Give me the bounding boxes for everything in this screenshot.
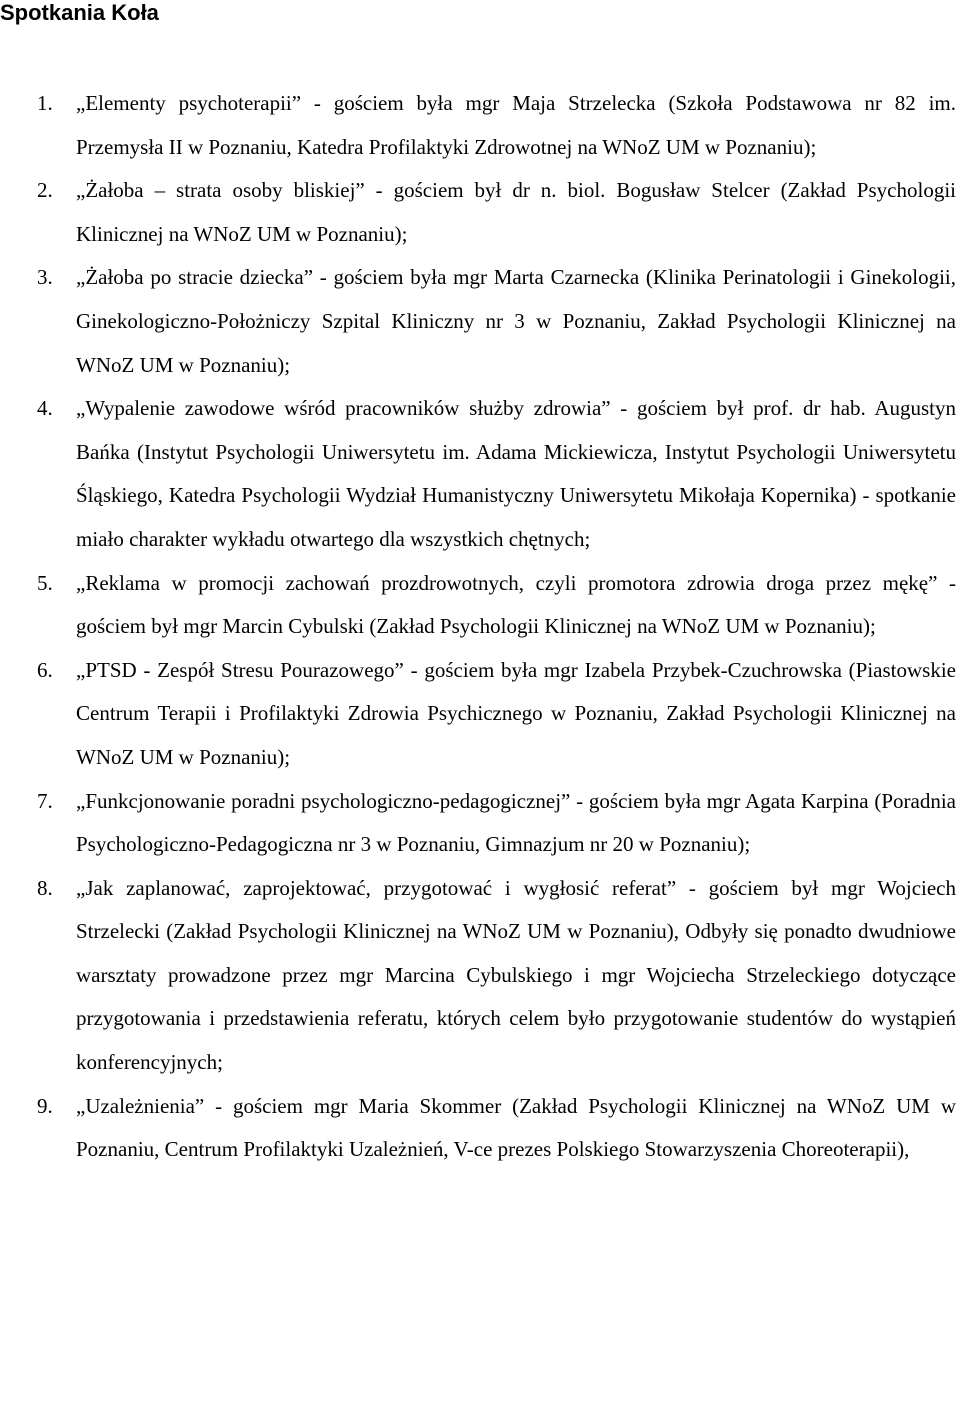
meetings-list <box>0 82 956 1172</box>
list-item-number: 3. <box>37 265 53 290</box>
list-item-text: „Jak zaplanować, zaprojektować, przygotować i wygłosić referat” - gościem był mgr Wojciech Strzelecki (Zakład Psychologii Klinicznej na WNoZ UM w Poznaniu), Odbyły się ponadto dwudniowe warsztaty prowadzone przez mgr Marcina Cybulskiego i mgr Wojciecha Strzeleckiego dotyczące przygotowania i przedstawienia referatu, których celem było przygotowanie studentów do wystąpień konferencyjnych; <box>76 875 956 1075</box>
list-item-number: 6. <box>37 657 53 682</box>
list-item-number: 8. <box>37 875 53 900</box>
list-item-text: „Uzależnienia” - gościem mgr Maria Skommer (Zakład Psychologii Klinicznej na WNoZ UM w Poznaniu, Centrum Profilaktyki Uzależnień, V-ce prezes Polskiego Stowarzyszenia Choreoterapii), <box>76 1093 956 1162</box>
list-item <box>0 82 956 169</box>
list-item-number: 5. <box>37 570 53 595</box>
list-item <box>0 649 956 780</box>
list-item <box>0 867 956 1085</box>
list-item <box>0 169 956 256</box>
list-item-number: 9. <box>37 1093 53 1118</box>
list-item <box>0 387 956 561</box>
list-item-text: „PTSD - Zespół Stresu Pourazowego” - gościem była mgr Izabela Przybek-Czuchrowska (Piastowskie Centrum Terapii i Profilaktyki Zdrowia Psychicznego w Poznaniu, Zakład Psychologii Klinicznej na WNoZ UM w Poznaniu); <box>76 657 956 769</box>
list-item-text: „Wypalenie zawodowe wśród pracowników służby zdrowia” - gościem był prof. dr hab. Augustyn Bańka (Instytut Psychologii Uniwersytetu im. Adama Mickiewicza, Instytut Psychologii Uniwersytetu Śląskiego, Katedra Psychologii Wydział Humanistyczny Uniwersytetu Mikołaja Kopernika) - spotkanie miało charakter wykładu otwartego dla wszystkich chętnych; <box>76 396 956 551</box>
list-item <box>0 1085 956 1172</box>
page-heading: Spotkania Koła <box>0 0 159 25</box>
list-item <box>0 562 956 649</box>
list-item-text: „Funkcjonowanie poradni psychologiczno-pedagogicznej” - gościem była mgr Agata Karpina (Poradnia Psychologiczno-Pedagogiczna nr 3 w Poznaniu, Gimnazjum nr 20 w Poznaniu); <box>76 788 956 857</box>
list-item-text: „Reklama w promocji zachowań prozdrowotnych, czyli promotora zdrowia droga przez mękę” - gościem był mgr Marcin Cybulski (Zakład Psychologii Klinicznej na WNoZ UM w Poznaniu); <box>76 570 956 639</box>
list-item-number: 2. <box>37 178 53 203</box>
list-item-number: 4. <box>37 396 53 421</box>
list-item <box>0 780 956 867</box>
list-item-text: „Żałoba – strata osoby bliskiej” - gościem był dr n. biol. Bogusław Stelcer (Zakład Psychologii Klinicznej na WNoZ UM w Poznaniu); <box>76 178 956 246</box>
list-item-number: 1. <box>37 91 53 115</box>
list-item-number: 7. <box>37 788 53 813</box>
list-item-text: „Żałoba po stracie dziecka” - gościem była mgr Marta Czarnecka (Klinika Perinatologii i Ginekologii, Ginekologiczno-Położniczy Szpital Kliniczny nr 3 w Poznaniu, Zakład Psychologii Klinicznej na WNoZ UM w Poznaniu); <box>76 265 956 377</box>
list-item <box>0 256 956 387</box>
list-item-text: „Elementy psychoterapii” - gościem była mgr Maja Strzelecka (Szkoła Podstawowa nr 82 im. Przemysła II w Poznaniu, Katedra Profilaktyki Zdrowotnej na WNoZ UM w Poznaniu); <box>76 91 956 159</box>
